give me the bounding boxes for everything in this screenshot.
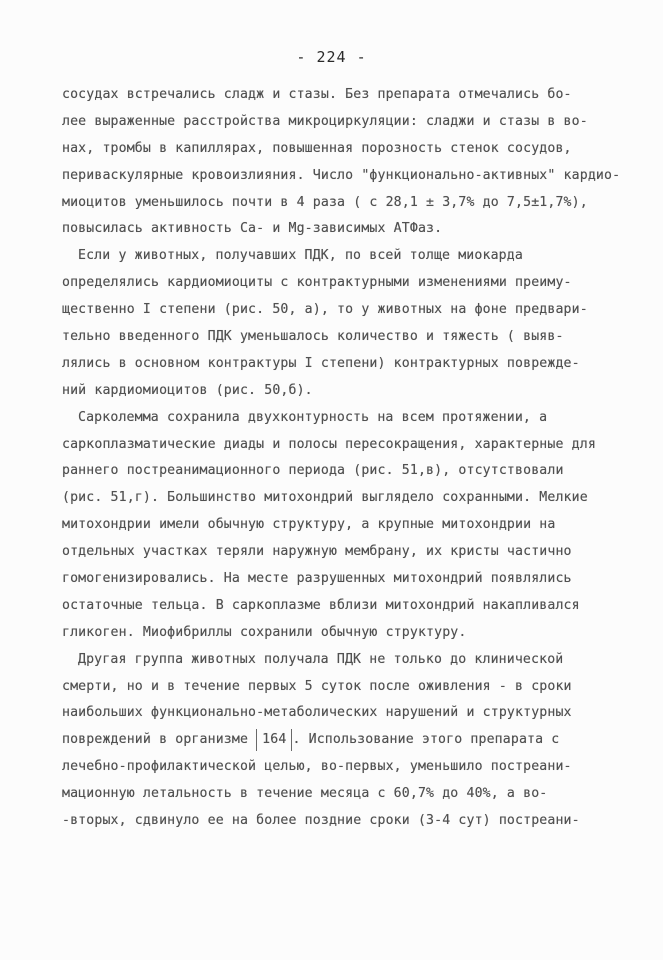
- text-line: мационную летальность в течение месяца с 60,7% до 40%, а во-: [62, 786, 548, 802]
- text-line: периваскулярные кровоизлияния. Число "функционально-активных" кардио-: [62, 167, 621, 183]
- text-line: митохондрии имели обычную структуру, а крупные митохондрии на: [62, 517, 556, 533]
- text-line: лялись в основном контрактуры I степени) контрактурных поврежде-: [62, 355, 580, 371]
- text-line-with-citation: [62, 727, 610, 754]
- text-line: сосудах встречались сладж и стазы. Без препарата отмечались бо-: [62, 87, 572, 102]
- text-line: отдельных участках теряли наружную мембрану, их кристы частично: [62, 544, 572, 560]
- text-line: -вторых, сдвинуло ее на более поздние сроки (3-4 сут) постреани-: [62, 813, 580, 829]
- text-line: смерти, но и в течение первых 5 суток после оживления - в сроки: [62, 678, 572, 694]
- text-line: саркоплазматические диады и полосы пересокращения, характерные для: [62, 436, 596, 452]
- text-line: нах, тромбы в капиллярах, повышенная порозность стенок сосудов,: [62, 140, 572, 156]
- text-line: раннего постреанимационного периода (рис. 51,в), отсутствовали: [62, 463, 564, 479]
- text-line: определялись кардиомиоциты с контрактурными изменениями преиму-: [62, 275, 572, 291]
- paragraph-start-line: Другая группа животных получала ПДК не только до клинической: [78, 651, 564, 667]
- paragraph-start-line: Сарколемма сохранила двухконтурность на всем протяжении, а: [78, 409, 548, 425]
- text-line: гомогенизировались. На месте разрушенных митохондрий появлялись: [62, 571, 572, 587]
- text-segment: . Использование этого препарата с: [292, 732, 560, 748]
- text-line: гликоген. Миофибриллы сохранили обычную структуру.: [62, 624, 467, 640]
- page-number: - 224 -: [296, 48, 367, 66]
- text-line: (рис. 51,г). Большинство митохондрий выглядело сохранными. Мелкие: [62, 490, 588, 506]
- citation-reference: 164: [256, 729, 292, 751]
- text-line: лечебно-профилактической целью, во-первых, уменьшило постреани-: [62, 759, 572, 775]
- text-line: наибольших функционально-метаболических нарушений и структурных: [62, 705, 572, 721]
- paragraph-start-line: Если у животных, получавших ПДК, по всей толще миокарда: [78, 248, 523, 264]
- text-line: лее выраженные расстройства микроциркуляции: сладжи и стазы в во-: [62, 113, 588, 129]
- text-segment: повреждений в организме: [62, 732, 249, 748]
- text-line: остаточные тельца. В саркоплазме вблизи митохондрий накапливался: [62, 597, 580, 613]
- body-text: [62, 82, 621, 835]
- text-line: ний кардиомиоцитов (рис. 50,б).: [62, 382, 313, 398]
- text-line: повысилась активность Ca- и Mg-зависимых АТФаз.: [62, 221, 443, 237]
- text-line: миоцитов уменьшилось почти в 4 раза ( с 28,1 ± 3,7% до 7,5±1,7%),: [62, 194, 588, 210]
- text-line: тельно введенного ПДК уменьшалось количество и тяжесть ( выяв-: [62, 329, 564, 345]
- text-line: щественно I степени (рис. 50, а), то у животных на фоне предвари-: [62, 302, 588, 318]
